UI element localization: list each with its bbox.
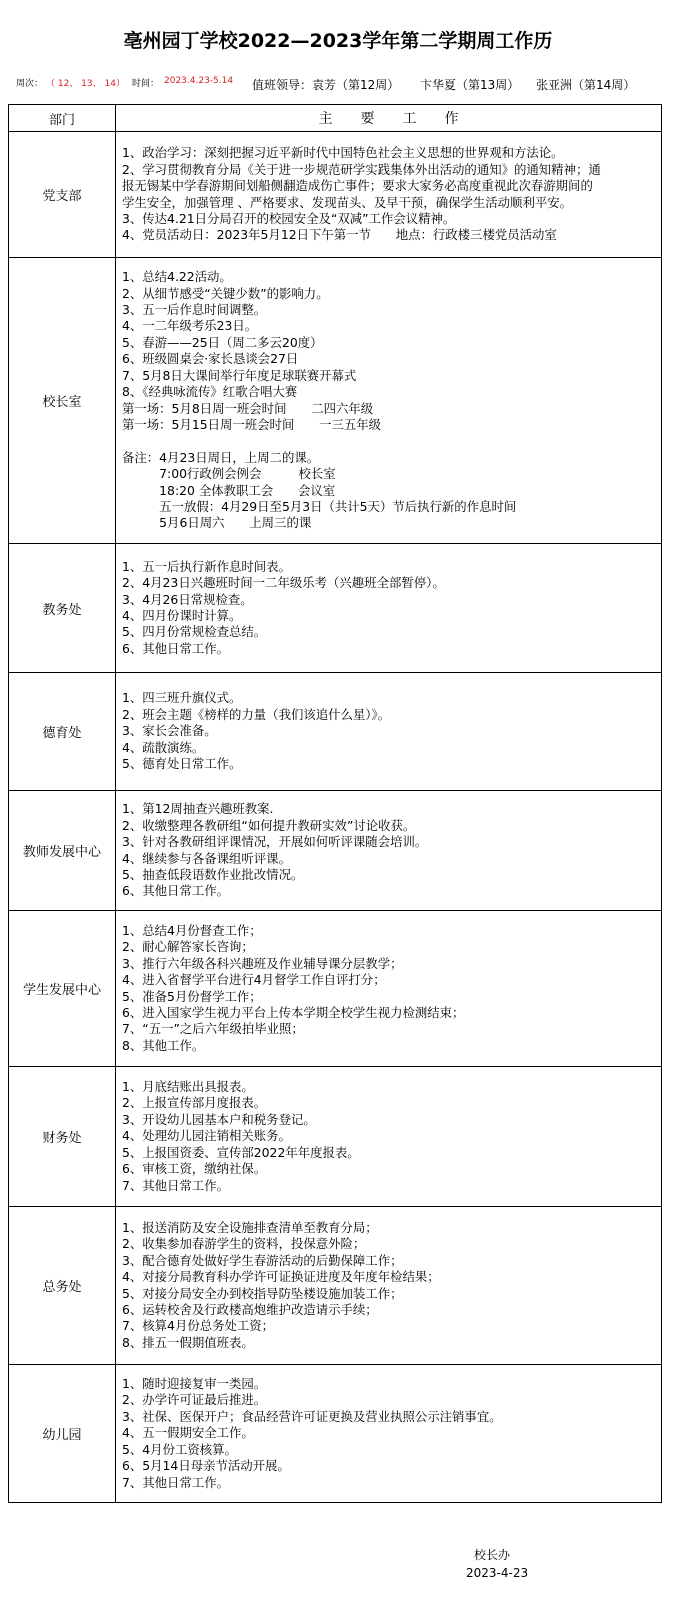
work-item: 4、继续参与各备课组听评课。	[122, 850, 291, 866]
work-item: 4、处理幼儿园注销相关账务。	[122, 1128, 291, 1144]
dept-cell: 校长室	[9, 258, 116, 544]
work-item: 2、上报宣传部月度报表。	[122, 1095, 267, 1111]
meta-line	[16, 76, 666, 96]
dept-cell: 教务处	[9, 544, 116, 673]
work-item: 4、四月份课时计算。	[122, 608, 242, 623]
table-row	[9, 258, 662, 544]
work-cell	[116, 132, 662, 258]
work-cell	[116, 673, 662, 791]
work-item: 7、其他日常工作。	[122, 1474, 230, 1490]
week-label: 周次：	[16, 79, 44, 89]
work-item: 7、核算4月份总务处工资；	[122, 1318, 275, 1334]
work-cell	[116, 1067, 662, 1207]
table-row	[9, 544, 662, 673]
header-dept: 部门	[9, 105, 116, 132]
dept-cell: 学生发展中心	[9, 911, 116, 1067]
work-item: 5、对接分局安全办到校指导防坠楼设施加装工作；	[122, 1285, 403, 1301]
footer-office: 校长办	[474, 1548, 511, 1562]
work-item: 4、五一假期安全工作。	[122, 1425, 254, 1441]
work-item: 3、社保、医保开户；食品经营许可证更换及营业执照公示注销事宜。	[122, 1408, 502, 1424]
work-item: 7、5月8日大课间举行年度足球联赛开幕式	[122, 367, 357, 383]
work-item: 3、4月26日常规检查。	[122, 591, 253, 607]
work-item: 5、准备5月份督学工作；	[122, 988, 262, 1004]
work-item: 4、一二年级考乐23日。	[122, 318, 258, 334]
table-row	[9, 673, 662, 791]
work-item: 2、办学许可证最后推进。	[122, 1392, 267, 1408]
work-item: 4、党员活动日：2023年5月12日下午第一节 地点：行政楼三楼党员活动室	[122, 227, 557, 243]
work-item: 1、报送消防及安全设施排查清单至教育分局；	[122, 1219, 378, 1235]
work-item: 2、收缴整理各教研组“如何提升教研实效”讨论收获。	[122, 817, 416, 833]
work-item: 6、其他日常工作。	[122, 640, 230, 656]
work-item: 备注：4月23日周日，上周二的课。	[122, 449, 320, 465]
dept-cell: 教师发展中心	[9, 791, 116, 911]
work-item: 6、5月14日母亲节活动开展。	[122, 1458, 290, 1474]
work-cell	[116, 791, 662, 911]
work-item: 8、排五一假期值班表。	[122, 1334, 254, 1350]
table-body	[9, 132, 662, 1503]
work-item: 1、随时迎接复审一类园。	[122, 1376, 267, 1392]
duty-leader-week12: 值班领导：袁芳（第12周）	[252, 78, 400, 92]
work-item: 7:00行政例会例会 校长室	[122, 466, 336, 482]
dept-cell: 幼儿园	[9, 1365, 116, 1503]
work-item: 7、“五一”之后六年级拍毕业照；	[122, 1021, 304, 1037]
work-item: 第一场：5月8日周一班会时间 二四六年级	[122, 400, 374, 416]
work-item: 1、四三班升旗仪式。	[122, 690, 242, 706]
work-item: 4、疏散演练。	[122, 739, 205, 755]
work-item: 6、运转校舍及行政楼高炮维护改造请示手续；	[122, 1301, 378, 1317]
time-label: 时间：	[132, 79, 160, 89]
work-item: 3、配合德育处做好学生春游活动的后勤保障工作；	[122, 1252, 403, 1268]
dept-cell: 德育处	[9, 673, 116, 791]
work-item: 1、五一后执行新作息时间表。	[122, 558, 291, 574]
work-item: 2、耐心解答家长咨询；	[122, 939, 254, 955]
work-item: 2、学习贯彻教育分局《关于进一步规范研学实践集体外出活动的通知》的通知精神；通	[122, 161, 601, 177]
work-item: 1、月底结账出具报表。	[122, 1079, 254, 1095]
work-item	[122, 433, 659, 449]
work-item: 1、政治学习：深刻把握习近平新时代中国特色社会主义思想的世界观和方法论。	[122, 145, 564, 161]
duty-leader-week14: 张亚洲（第14周）	[536, 78, 636, 92]
work-cell	[116, 1365, 662, 1503]
work-item: 3、针对各教研组评课情况，开展如何听评课随会培训。	[122, 834, 428, 850]
table-row	[9, 911, 662, 1067]
work-item: 2、收集参加春游学生的资料，投保意外险；	[122, 1236, 366, 1252]
work-cell	[116, 544, 662, 673]
work-item: 5、抽查低段语数作业批改情况。	[122, 866, 304, 882]
work-item: 4、对接分局教育科办学许可证换证进度及年度年检结果；	[122, 1269, 440, 1285]
work-cell	[116, 911, 662, 1067]
work-item: 5、四月份常规检查总结。	[122, 624, 267, 640]
work-item: 报无锡某中学春游期间划船侧翻造成伤亡事件；要求大家务必高度重视此次春游期间的	[122, 178, 593, 194]
header-work: 主 要 工 作	[116, 105, 662, 132]
work-item: 5、德育处日常工作。	[122, 756, 242, 772]
work-item: 8、《经典咏流传》红歌合唱大赛	[122, 384, 298, 400]
work-item: 第一场：5月15日周一班会时间 一三五年级	[122, 416, 382, 432]
table-row	[9, 132, 662, 258]
work-item: 1、总结4月份督查工作；	[122, 922, 262, 938]
week-value: （ 12、 13、 14）	[46, 79, 125, 89]
work-item: 3、开设幼儿园基本户和税务登记。	[122, 1111, 316, 1127]
work-item: 1、总结4.22活动。	[122, 269, 232, 285]
work-item: 5、上报国资委、宣传部2022年年度报表。	[122, 1144, 360, 1160]
work-item: 4、进入省督学平台进行4月督学工作自评打分；	[122, 972, 386, 988]
work-item: 3、推行六年级各科兴趣班及作业辅导课分层教学；	[122, 955, 403, 971]
work-item: 6、进入国家学生视力平台上传本学期全校学生视力检测结束；	[122, 1004, 465, 1020]
work-item: 五一放假：4月29日至5月3日（共计5天）节后执行新的作息时间	[122, 498, 517, 514]
work-item: 3、传达4.21日分局召开的校园安全及“双减”工作会议精神。	[122, 210, 456, 226]
work-item: 2、从细节感受“关键少数”的影响力。	[122, 285, 329, 301]
work-item: 6、审核工资，缴纳社保。	[122, 1161, 267, 1177]
work-item: 2、4月23日兴趣班时间一二年级乐考（兴趣班全部暂停）。	[122, 575, 445, 591]
duty-leader-week13: 卞华夏（第13周）	[420, 78, 520, 92]
table-row	[9, 1067, 662, 1207]
work-cell	[116, 258, 662, 544]
dept-cell: 党支部	[9, 132, 116, 258]
work-item: 3、五一后作息时间调整。	[122, 302, 267, 318]
table-row	[9, 1365, 662, 1503]
time-value: 2023.4.23-5.14	[164, 76, 234, 86]
work-item: 8、其他工作。	[122, 1037, 205, 1053]
work-item: 2、班会主题《榜样的力量（我们该追什么星）》。	[122, 706, 391, 722]
work-item: 1、第12周抽查兴趣班教案.	[122, 801, 274, 817]
work-item: 5、春游——25日（周二多云20度）	[122, 334, 323, 350]
footer-date: 2023-4-23	[466, 1566, 529, 1580]
work-item: 5、4月份工资核算。	[122, 1441, 237, 1457]
table-row	[9, 1207, 662, 1365]
work-schedule-table	[8, 104, 662, 1503]
dept-cell: 财务处	[9, 1067, 116, 1207]
work-item: 18:20 全体教职工会 会议室	[122, 482, 336, 498]
work-item: 3、家长会准备。	[122, 723, 217, 739]
table-row	[9, 791, 662, 911]
work-item: 学生安全，加强管理 、严格要求、发现苗头、及早干预，确保学生活动顺利平安。	[122, 194, 573, 210]
work-item: 6、其他日常工作。	[122, 883, 230, 899]
work-item: 5月6日周六 上周三的课	[122, 515, 312, 531]
page-title: 亳州园丁学校2022—2023学年第二学期周工作历	[123, 30, 553, 52]
work-item: 6、班级圆桌会·家长恳谈会27日	[122, 351, 299, 367]
work-item: 7、其他日常工作。	[122, 1177, 230, 1193]
work-cell	[116, 1207, 662, 1365]
dept-cell: 总务处	[9, 1207, 116, 1365]
table-header-row	[9, 105, 662, 132]
